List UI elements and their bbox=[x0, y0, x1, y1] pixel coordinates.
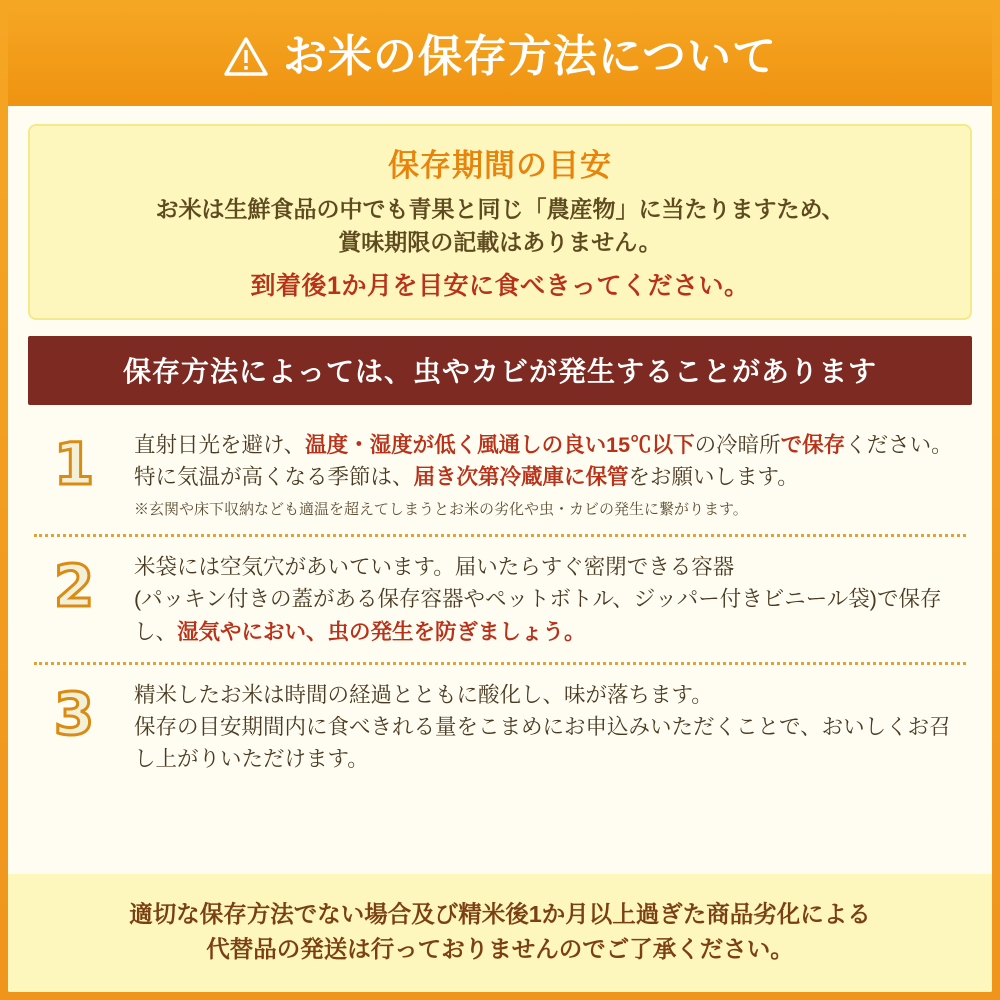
list-item bbox=[28, 541, 972, 658]
storage-period-line-2: 賞味期限の記載はありません。 bbox=[338, 229, 662, 256]
list-item-number: 3 bbox=[53, 679, 95, 748]
poster-header bbox=[8, 8, 992, 106]
footer-disclaimer bbox=[8, 874, 992, 992]
footer-line-1: 適切な保存方法でない場合及び精米後1か月以上過ぎた商品劣化による bbox=[129, 900, 871, 927]
page-title: お米の保存方法について bbox=[282, 32, 778, 81]
storage-period-box bbox=[28, 124, 972, 320]
storage-period-emphasis: 到着後1か月を目安に食べきってください。 bbox=[250, 271, 750, 300]
poster-card bbox=[8, 8, 992, 992]
list-item-text: 精米したお米は時間の経過とともに酸化し、味が落ちます。 保存の目安期間内に食べきれる量をこまめにお申込みいただくことで、おいしくお召し上がりいただけます。 bbox=[134, 682, 951, 772]
warning-banner: 保存方法によっては、虫やカビが発生することがあります bbox=[28, 336, 972, 405]
divider bbox=[34, 662, 966, 665]
list-item bbox=[28, 669, 972, 786]
divider bbox=[34, 534, 966, 537]
warning-triangle-icon bbox=[223, 36, 269, 78]
storage-period-title: 保存期間の目安 bbox=[388, 148, 612, 183]
list-item-text: 直射日光を避け、温度・湿度が低く風通しの良い15℃以下の冷暗所で保存ください。 特に気温が高くなる季節は、届き次第冷蔵庫に保管をお願いします。 ※玄関や床下収納なども適温を超えてしまうとお米の劣化や虫・カビの発生に繋がります。 bbox=[134, 432, 953, 519]
advice-list bbox=[28, 419, 972, 864]
poster-body bbox=[8, 106, 992, 992]
storage-period-line-1: お米は生鮮食品の中でも青果と同じ「農産物」に当たりますため、 bbox=[155, 196, 845, 222]
list-item-number: 2 bbox=[53, 552, 95, 621]
footer-line-2: 代替品の発送は行っておりませんのでご了承ください。 bbox=[206, 936, 794, 962]
list-item bbox=[28, 419, 972, 531]
list-item-number: 1 bbox=[53, 429, 95, 498]
list-item-text: 米袋には空気穴があいています。届いたらすぐ密閉できる容器 (パッキン付きの蓋がある保存容器やペットボトル、ジッパー付きビニール袋)で保存し、湿気やにおい、虫の発生を防ぎましょう。 bbox=[134, 555, 942, 644]
